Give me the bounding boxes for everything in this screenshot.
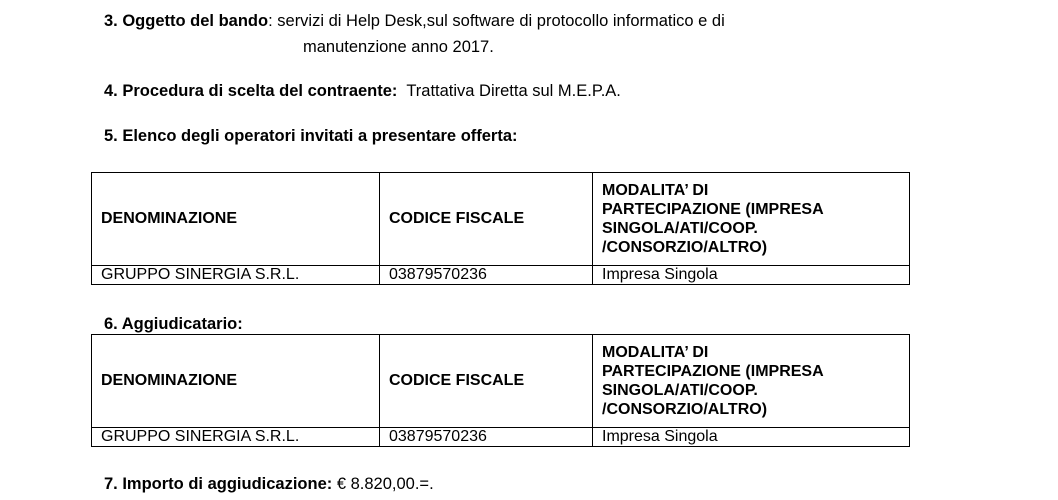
section-6-line bbox=[104, 314, 243, 334]
header-modalita-line: MODALITA’ DI bbox=[602, 182, 709, 199]
header-modalita bbox=[593, 173, 910, 266]
section-3-line bbox=[104, 11, 725, 31]
cell-modalita: Impresa Singola bbox=[593, 428, 910, 447]
section-7-line bbox=[104, 474, 434, 494]
header-modalita-line: MODALITA’ DI bbox=[602, 344, 709, 361]
header-modalita-line: SINGOLA/ATI/COOP. bbox=[602, 220, 758, 237]
header-denominazione: DENOMINAZIONE bbox=[92, 335, 380, 428]
section-7-label: 7. Importo di aggiudicazione: bbox=[104, 475, 333, 493]
header-modalita bbox=[593, 335, 910, 428]
header-codice-fiscale: CODICE FISCALE bbox=[380, 335, 593, 428]
table-header-row bbox=[92, 335, 910, 428]
header-modalita-line: PARTECIPAZIONE (IMPRESA bbox=[602, 201, 824, 218]
section-4-line bbox=[104, 81, 621, 101]
table-header-row bbox=[92, 173, 910, 266]
header-modalita-line: PARTECIPAZIONE (IMPRESA bbox=[602, 363, 824, 380]
cell-modalita: Impresa Singola bbox=[593, 266, 910, 285]
header-modalita-line: /CONSORZIO/ALTRO) bbox=[602, 401, 768, 418]
table-row bbox=[92, 266, 910, 285]
section-3-value-continued: manutenzione anno 2017. bbox=[303, 38, 494, 56]
table-row bbox=[92, 428, 910, 447]
cell-codice-fiscale: 03879570236 bbox=[380, 428, 593, 447]
cell-denominazione: GRUPPO SINERGIA S.R.L. bbox=[92, 266, 380, 285]
header-modalita-line: /CONSORZIO/ALTRO) bbox=[602, 239, 768, 256]
header-modalita-line: SINGOLA/ATI/COOP. bbox=[602, 382, 758, 399]
section-3-value: : servizi di Help Desk,sul software di protocollo informatico e di bbox=[268, 12, 725, 30]
header-codice-fiscale: CODICE FISCALE bbox=[380, 173, 593, 266]
awardee-table bbox=[91, 334, 910, 447]
section-5-line bbox=[104, 126, 518, 146]
section-6-label: 6. Aggiudicatario: bbox=[104, 315, 243, 333]
cell-codice-fiscale: 03879570236 bbox=[380, 266, 593, 285]
section-7-value: € 8.820,00.=. bbox=[336, 475, 434, 493]
invited-operators-table bbox=[91, 172, 910, 285]
cell-denominazione: GRUPPO SINERGIA S.R.L. bbox=[92, 428, 380, 447]
section-4-value: Trattativa Diretta sul M.E.P.A. bbox=[406, 82, 621, 100]
section-3-label: 3. Oggetto del bando bbox=[104, 12, 269, 30]
section-4-label: 4. Procedura di scelta del contraente: bbox=[104, 82, 398, 100]
header-denominazione: DENOMINAZIONE bbox=[92, 173, 380, 266]
section-5-label: 5. Elenco degli operatori invitati a presentare offerta: bbox=[104, 127, 518, 145]
